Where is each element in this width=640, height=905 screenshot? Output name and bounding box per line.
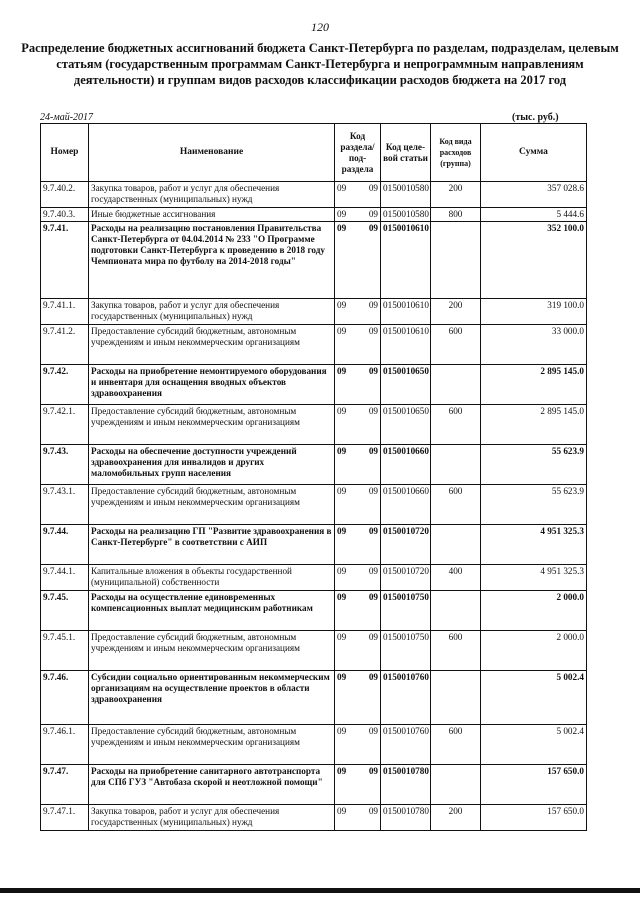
row-article-code: 0150010650: [381, 405, 431, 445]
row-sum: 33 000.0: [481, 325, 587, 365]
row-section-code: [335, 299, 381, 325]
row-expense-type: 600: [431, 405, 481, 445]
row-section: 09: [337, 486, 347, 496]
row-sum: 4 951 325.3: [481, 565, 587, 591]
row-sum: 357 028.6: [481, 182, 587, 208]
row-section-code: [335, 325, 381, 365]
table-row: [41, 671, 587, 725]
row-article-code: 0150010780: [381, 765, 431, 805]
row-subsection: 09: [368, 592, 378, 602]
header-sum: Сумма: [481, 124, 587, 182]
table-row: [41, 325, 587, 365]
row-sum: 55 623.9: [481, 485, 587, 525]
row-sum: 2 000.0: [481, 631, 587, 671]
table-row: [41, 182, 587, 208]
row-article-code: 0150010580: [381, 208, 431, 222]
row-subsection: 09: [368, 446, 378, 456]
row-section-code: [335, 805, 381, 831]
row-section: 09: [337, 366, 347, 376]
table-row: [41, 725, 587, 765]
row-expense-type: [431, 445, 481, 485]
row-section: 09: [337, 223, 347, 233]
row-section: 09: [337, 326, 347, 336]
row-section-code: [335, 725, 381, 765]
row-number: 9.7.44.: [41, 525, 89, 565]
row-section: 09: [337, 406, 347, 416]
row-name: Субсидии социально ориентированным некоммерческим организациям на осуществление проектов в области здравоохранения: [89, 671, 335, 725]
row-subsection: 09: [368, 632, 378, 642]
row-name: Иные бюджетные ассигнования: [89, 208, 335, 222]
row-subsection: 09: [368, 183, 378, 193]
row-section-code: [335, 182, 381, 208]
document-date: 24-май-2017: [40, 112, 94, 123]
header-section-code: Код раздела/ под-раздела: [335, 124, 381, 182]
table-row: [41, 222, 587, 299]
row-name: Капитальные вложения в объекты государственной (муниципальной) собственности: [89, 565, 335, 591]
row-article-code: 0150010760: [381, 725, 431, 765]
row-expense-type: 200: [431, 182, 481, 208]
row-subsection: 09: [368, 366, 378, 376]
row-expense-type: 200: [431, 299, 481, 325]
row-section: 09: [337, 672, 347, 682]
row-number: 9.7.43.: [41, 445, 89, 485]
table-row: [41, 631, 587, 671]
row-name: Предоставление субсидий бюджетным, автономным учреждениям и иным некоммерческим организациям: [89, 725, 335, 765]
table-row: [41, 525, 587, 565]
row-article-code: 0150010650: [381, 365, 431, 405]
row-section: 09: [337, 592, 347, 602]
table-row: [41, 208, 587, 222]
row-subsection: 09: [368, 806, 378, 816]
row-sum: 352 100.0: [481, 222, 587, 299]
row-expense-type: [431, 765, 481, 805]
row-name: Расходы на приобретение немонтируемого оборудования и инвентаря для оснащения вводных объектов здравоохранения: [89, 365, 335, 405]
row-expense-type: [431, 222, 481, 299]
table-row: [41, 765, 587, 805]
row-name: Расходы на осуществление единовременных компенсационных выплат медицинским работникам: [89, 591, 335, 631]
row-name: Предоставление субсидий бюджетным, автономным учреждениям и иным некоммерческим организациям: [89, 325, 335, 365]
row-sum: 157 650.0: [481, 805, 587, 831]
table-row: [41, 405, 587, 445]
row-number: 9.7.46.1.: [41, 725, 89, 765]
row-section: 09: [337, 526, 347, 536]
row-subsection: 09: [368, 766, 378, 776]
units-label: (тыс. руб.): [512, 112, 559, 123]
row-expense-type: 600: [431, 485, 481, 525]
row-section-code: [335, 671, 381, 725]
row-article-code: 0150010720: [381, 525, 431, 565]
row-sum: 5 002.4: [481, 725, 587, 765]
row-number: 9.7.45.1.: [41, 631, 89, 671]
row-section: 09: [337, 632, 347, 642]
row-subsection: 09: [368, 566, 378, 576]
table-row: [41, 365, 587, 405]
row-article-code: 0150010610: [381, 222, 431, 299]
header-expense-type: Код вида расходов (группа): [431, 124, 481, 182]
row-name: Расходы на реализацию постановления Правительства Санкт-Петербурга от 04.04.2014 № 233 "О Программе подготовки Санкт-Петербурга к проведению в 2018 году Чемпионата мира по футболу на 2014-2018 годы": [89, 222, 335, 299]
row-expense-type: 600: [431, 631, 481, 671]
budget-rows: [41, 182, 587, 831]
header-article-code: Код целе-вой статьи: [381, 124, 431, 182]
row-section-code: [335, 525, 381, 565]
row-name: Предоставление субсидий бюджетным, автономным учреждениям и иным некоммерческим организациям: [89, 631, 335, 671]
header-name: Наименование: [89, 124, 335, 182]
page-number: 120: [311, 20, 329, 34]
row-sum: 2 000.0: [481, 591, 587, 631]
row-section-code: [335, 565, 381, 591]
row-name: Закупка товаров, работ и услуг для обеспечения государственных (муниципальных) нужд: [89, 805, 335, 831]
row-section-code: [335, 445, 381, 485]
row-number: 9.7.43.1.: [41, 485, 89, 525]
row-name: Расходы на обеспечение доступности учреждений здравоохранения для инвалидов и других маломобильных групп населения: [89, 445, 335, 485]
row-article-code: 0150010580: [381, 182, 431, 208]
row-sum: 4 951 325.3: [481, 525, 587, 565]
row-subsection: 09: [368, 223, 378, 233]
table-row: [41, 445, 587, 485]
row-expense-type: 600: [431, 325, 481, 365]
row-section-code: [335, 208, 381, 222]
row-subsection: 09: [368, 300, 378, 310]
row-section-code: [335, 222, 381, 299]
row-section-code: [335, 485, 381, 525]
row-sum: 55 623.9: [481, 445, 587, 485]
row-name: Закупка товаров, работ и услуг для обеспечения государственных (муниципальных) нужд: [89, 299, 335, 325]
row-subsection: 09: [368, 526, 378, 536]
table-row: [41, 805, 587, 831]
row-expense-type: 200: [431, 805, 481, 831]
row-article-code: 0150010780: [381, 805, 431, 831]
document-title: Распределение бюджетных ассигнований бюджета Санкт-Петербурга по разделам, подразделам, целевым статьям (государственным программам Санкт-Петербурга и непрограммным направлениям деятельности) и группам видов расходов классификации расходов бюджета на 2017 год: [21, 41, 619, 87]
row-sum: 5 002.4: [481, 671, 587, 725]
row-name: Предоставление субсидий бюджетным, автономным учреждениям и иным некоммерческим организациям: [89, 405, 335, 445]
row-name: Расходы на приобретение санитарного автотранспорта для СПб ГУЗ "Автобаза скорой и неотложной помощи": [89, 765, 335, 805]
header-number: Номер: [41, 124, 89, 182]
row-section: 09: [337, 183, 347, 193]
row-article-code: 0150010610: [381, 299, 431, 325]
row-sum: 157 650.0: [481, 765, 587, 805]
row-number: 9.7.41.1.: [41, 299, 89, 325]
budget-table: [40, 123, 587, 831]
row-article-code: 0150010660: [381, 485, 431, 525]
row-number: 9.7.47.1.: [41, 805, 89, 831]
row-number: 9.7.45.: [41, 591, 89, 631]
row-subsection: 09: [368, 672, 378, 682]
row-expense-type: 600: [431, 725, 481, 765]
row-section-code: [335, 405, 381, 445]
row-number: 9.7.47.: [41, 765, 89, 805]
row-section: 09: [337, 766, 347, 776]
table-row: [41, 565, 587, 591]
row-section: 09: [337, 726, 347, 736]
row-name: Закупка товаров, работ и услуг для обеспечения государственных (муниципальных) нужд: [89, 182, 335, 208]
row-sum: 319 100.0: [481, 299, 587, 325]
row-sum: 2 895 145.0: [481, 365, 587, 405]
row-expense-type: 800: [431, 208, 481, 222]
row-section-code: [335, 591, 381, 631]
table-row: [41, 591, 587, 631]
row-number: 9.7.41.: [41, 222, 89, 299]
row-section-code: [335, 365, 381, 405]
table-row: [41, 485, 587, 525]
row-expense-type: [431, 671, 481, 725]
row-section: 09: [337, 209, 347, 219]
row-section-code: [335, 631, 381, 671]
row-article-code: 0150010660: [381, 445, 431, 485]
row-number: 9.7.41.2.: [41, 325, 89, 365]
row-article-code: 0150010750: [381, 631, 431, 671]
row-section: 09: [337, 806, 347, 816]
table-row: [41, 299, 587, 325]
row-number: 9.7.46.: [41, 671, 89, 725]
row-expense-type: 400: [431, 565, 481, 591]
row-subsection: 09: [368, 486, 378, 496]
row-article-code: 0150010610: [381, 325, 431, 365]
row-subsection: 09: [368, 406, 378, 416]
row-name: Расходы на реализацию ГП "Развитие здравоохранения в Санкт-Петербурге" в соответствии с АИП: [89, 525, 335, 565]
row-section: 09: [337, 300, 347, 310]
row-number: 9.7.40.3.: [41, 208, 89, 222]
row-article-code: 0150010760: [381, 671, 431, 725]
row-sum: 5 444.6: [481, 208, 587, 222]
row-expense-type: [431, 525, 481, 565]
row-number: 9.7.42.: [41, 365, 89, 405]
scan-bottom-edge: [0, 888, 640, 893]
row-expense-type: [431, 365, 481, 405]
row-article-code: 0150010750: [381, 591, 431, 631]
row-number: 9.7.44.1.: [41, 565, 89, 591]
row-subsection: 09: [368, 326, 378, 336]
row-name: Предоставление субсидий бюджетным, автономным учреждениям и иным некоммерческим организациям: [89, 485, 335, 525]
row-sum: 2 895 145.0: [481, 405, 587, 445]
row-number: 9.7.42.1.: [41, 405, 89, 445]
row-subsection: 09: [368, 209, 378, 219]
row-section-code: [335, 765, 381, 805]
row-number: 9.7.40.2.: [41, 182, 89, 208]
row-section: 09: [337, 566, 347, 576]
row-expense-type: [431, 591, 481, 631]
row-article-code: 0150010720: [381, 565, 431, 591]
row-section: 09: [337, 446, 347, 456]
row-subsection: 09: [368, 726, 378, 736]
